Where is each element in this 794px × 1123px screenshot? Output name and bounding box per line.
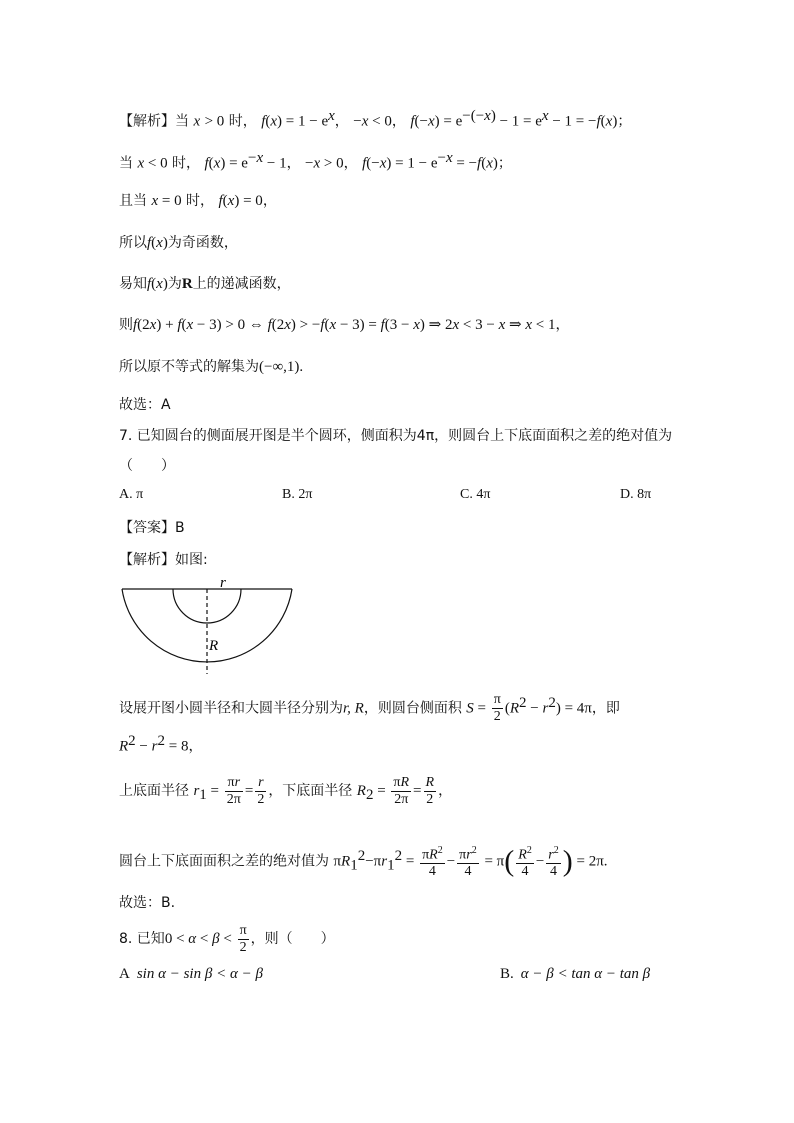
q6-analysis-line-6: 则f(2x) + f(x − 3) > 0 ⇔ f(2x) > −f(x − 3) = f(3 − x) ⇒ 2x < 3 − x ⇒ x < 1， (119, 317, 570, 333)
q8-option-b: B. α − β < tan α − tan β (500, 966, 651, 982)
half-annulus-figure (118, 574, 298, 676)
q7-step-1: 设展开图小圆半径和大圆半径分别为r, R，则圆台侧面积 S = $\frac{\pi}{2}$ $(R^2 - r^2) = 4\pi$，即 (119, 692, 620, 725)
q6-analysis-line-2: 当 x < 0 时， $f(x) = e^{-x} - 1$， −x > 0， $f(-x) = 1 - e^{-x} = -f(x)$； (119, 150, 512, 172)
q6-analysis-line-1: 【解析】当 x > 0 时， $f(x) = 1 - e^x$， −x < 0， $f(-x) = e^{-(-x)} - 1 = e^x - 1 = -f(x)$； (119, 108, 632, 130)
q7-stem: 7. 已知圆台的侧面展开图是半个圆环，侧面积为4π，则圆台上下底面面积之差的绝对值为 (119, 428, 673, 444)
q6-analysis-line-4: 所以f(x)为奇函数， (119, 235, 238, 251)
q6-analysis-line-3: 且当 x = 0 时， f(x) = 0， (119, 193, 277, 209)
figure-label-r: r (220, 575, 226, 591)
q7-analysis-intro: 【解析】如图: (119, 552, 208, 568)
q7-option-b: B. 2π (282, 487, 313, 502)
figure-label-R: R (209, 638, 219, 654)
q8-option-a: A sin α − sin β < α − β (119, 966, 263, 982)
q7-option-a: A. π (119, 487, 144, 502)
q7-step-2: $R^2 - r^2 = 8$， (119, 733, 203, 755)
q7-step-4: 圆台上下底面面积之差的绝对值为 $\pi R_1^2-\pi r_1^2$ = $\frac{\pi R^2}{4}$ − $\frac{\pi r^2}{4}$ = π( $\frac{R^2}{4}$ − $\frac{r^2}{4}$ ) = 2π. (119, 844, 608, 880)
q6-answer: 故选：A (119, 397, 171, 413)
q7-answer: 故选：B. (119, 895, 176, 911)
q7-option-d: D. 8π (620, 487, 652, 502)
q6-analysis-line-5: 易知f(x)为R上的递减函数， (119, 276, 291, 292)
q7-option-c: C. 4π (460, 487, 491, 502)
q7-blank: （ ） (119, 458, 175, 474)
q6-analysis-line-7: 所以原不等式的解集为(−∞,1). (119, 359, 304, 375)
q7-step-3: 上底面半径 $r_1$ = $\frac{\pi r}{2\pi}$ = $\frac{r}{2}$ ，下底面半径 $R_2$ = $\frac{\pi R}{2\pi}$ = $\frac{R}{2}$ ， (119, 774, 453, 807)
q8-stem: 8. 已知0 < α < β < $\frac{\pi}{2}$ ，则（ ） (119, 922, 335, 955)
q7-answer-label: 【答案】B (119, 520, 185, 536)
